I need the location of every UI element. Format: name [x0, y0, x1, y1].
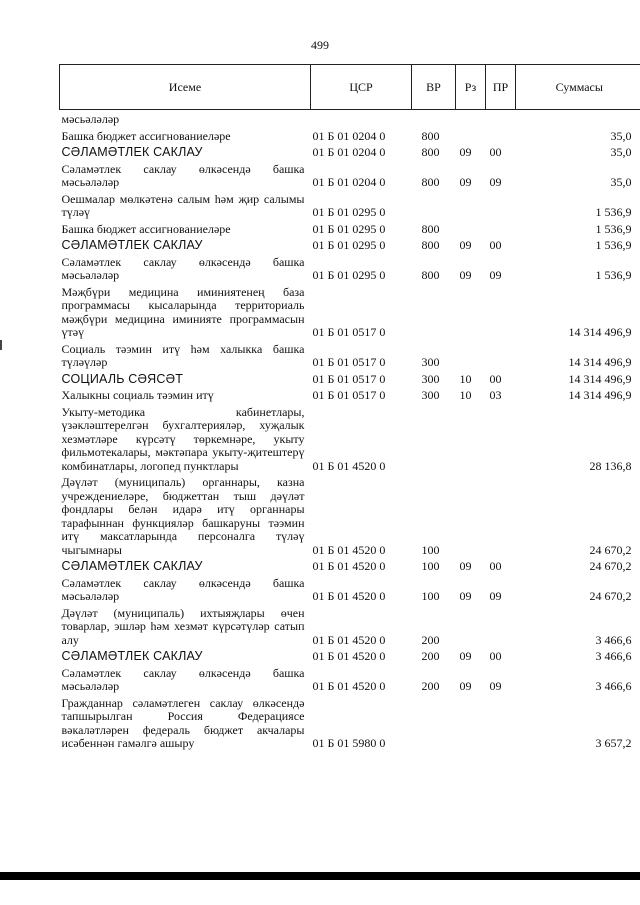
row-vr-cell: 800: [421, 268, 440, 282]
column-header-vr: ВР: [412, 65, 456, 110]
row-csr-cell: 01 Б 01 0517 0: [312, 371, 386, 386]
row-sum-cell: [516, 110, 640, 127]
row-name-cell: Мәҗбүри медицина иминиятенең база программасы кысаларында территориаль мәҗбүри медицина иминияте программасын үтәү: [61, 284, 305, 339]
scan-edge-mark: [0, 340, 2, 350]
column-header-rz: Рз: [456, 65, 486, 110]
table-row: [60, 557, 640, 574]
row-rz-cell: [456, 604, 486, 648]
row-sum-cell: 3 466,6: [595, 679, 632, 693]
row-pr-cell: [486, 340, 516, 370]
row-vr-cell: 200: [421, 632, 440, 647]
row-vr-cell: 800: [421, 145, 440, 159]
row-name-cell: мәсьәләләр: [61, 112, 120, 126]
row-name-cell: Сәламәтлек саклау өлкәсендә башка мәсьәләләр: [61, 161, 305, 189]
row-sum-cell: 1 536,9: [595, 221, 632, 236]
row-vr-cell: [412, 403, 456, 474]
row-name-cell: СӘЛАМӘТЛЕК САКЛАУ: [61, 559, 203, 573]
row-sum-cell: 35,0: [610, 175, 632, 189]
row-rz-cell: [456, 340, 486, 370]
table-row: [60, 386, 640, 403]
row-pr-cell: 09: [489, 589, 502, 603]
row-vr-cell: 800: [421, 238, 440, 252]
row-pr-cell: [486, 220, 516, 237]
row-rz-cell: [456, 283, 486, 340]
row-pr-cell: 00: [489, 145, 502, 159]
row-sum-cell: 14 314 496,9: [568, 388, 632, 402]
row-vr-cell: 800: [421, 128, 440, 143]
table-header-row: [60, 65, 640, 110]
table-row: [60, 370, 640, 387]
row-rz-cell: [456, 473, 486, 557]
row-csr-cell: 01 Б 01 4520 0: [312, 679, 386, 693]
page-number: 499: [311, 38, 329, 52]
row-rz-cell: [456, 127, 486, 144]
column-header-csr: ЦСР: [311, 65, 412, 110]
row-rz-cell: 09: [459, 268, 472, 282]
row-sum-cell: 14 314 496,9: [568, 325, 632, 339]
row-vr-cell: 800: [421, 221, 440, 236]
row-csr-cell: 01 Б 01 4520 0: [312, 458, 386, 473]
row-name-cell: Оешмалар мөлкәтенә салым һәм җир салымы түләү: [61, 191, 305, 219]
row-csr-cell: 01 Б 01 4520 0: [312, 542, 386, 557]
table-row: [60, 694, 640, 751]
row-sum-cell: 1 536,9: [595, 238, 632, 252]
table-row: [60, 143, 640, 160]
row-pr-cell: [486, 110, 516, 127]
row-vr-cell: 300: [421, 371, 440, 386]
row-csr-cell: [311, 110, 412, 127]
column-header-pr: ПР: [486, 65, 516, 110]
row-rz-cell: [456, 110, 486, 127]
row-pr-cell: 09: [489, 268, 502, 282]
row-vr-cell: 300: [421, 388, 440, 402]
row-csr-cell: 01 Б 01 0204 0: [312, 145, 386, 159]
row-rz-cell: 09: [459, 559, 472, 573]
row-rz-cell: 09: [459, 589, 472, 603]
row-name-cell: СОЦИАЛЬ СӘЯСӘТ: [61, 371, 184, 386]
row-sum-cell: 35,0: [610, 145, 632, 159]
row-pr-cell: 00: [489, 238, 502, 252]
row-name-cell: Гражданнар сәламәтлеген саклау өлкәсендә тапшырылган Россия Федерациясе вәкаләтләрен федераль бюджет акчалары исәбеннән гамәлгә ашыру: [61, 695, 305, 750]
scan-bottom-bar: [0, 872, 640, 880]
row-csr-cell: 01 Б 01 0517 0: [312, 325, 386, 339]
budget-table: [59, 64, 640, 751]
row-rz-cell: [456, 694, 486, 751]
row-csr-cell: 01 Б 01 0204 0: [312, 128, 386, 143]
row-sum-cell: 3 466,6: [595, 632, 632, 647]
row-rz-cell: [456, 403, 486, 474]
table-row: [60, 604, 640, 648]
row-csr-cell: 01 Б 01 4520 0: [312, 559, 386, 573]
row-csr-cell: 01 Б 01 4520 0: [312, 589, 386, 603]
row-pr-cell: [486, 190, 516, 220]
table-row: [60, 283, 640, 340]
row-pr-cell: [486, 283, 516, 340]
row-name-cell: Дәүләт (муниципаль) ихтыяҗлары өчен товарлар, эшләр һәм хезмәт күрсәтүләр сатып алу: [61, 605, 305, 647]
row-rz-cell: 09: [459, 238, 472, 252]
row-vr-cell: [412, 110, 456, 127]
row-sum-cell: 14 314 496,9: [568, 355, 632, 369]
row-name-cell: Укыту-методика кабинетлары, үзәкләштерелгән бухгалтерияләр, хуҗалык хезмәтләре күрсәтү төркемнәре, укыту фильмотекалары, мәктәпара укыту-җитештерү комбинатлары, логопед пунктлары: [61, 404, 305, 473]
row-vr-cell: 100: [421, 559, 440, 573]
row-name-cell: Халыкны социаль тәэмин итү: [61, 388, 214, 402]
row-rz-cell: 09: [459, 175, 472, 189]
row-csr-cell: 01 Б 01 4520 0: [312, 649, 386, 663]
table-row: [60, 253, 640, 283]
table-row: [60, 664, 640, 694]
row-vr-cell: 100: [421, 542, 440, 557]
row-name-cell: Дәүләт (муниципаль) органнары, казна учреждениеләре, бюджеттан тыш дәүләт фондлары белән идарә итү органнары тарафыннан функцияләр башкаруны тәэмин итү максатларында персоналга түләү чыгымнары: [61, 475, 305, 557]
row-vr-cell: [412, 694, 456, 751]
row-pr-cell: [486, 694, 516, 751]
row-vr-cell: [412, 190, 456, 220]
table-row: [60, 110, 640, 127]
row-sum-cell: 14 314 496,9: [568, 371, 632, 386]
budget-table-container: [59, 64, 640, 751]
table-row: [60, 220, 640, 237]
row-csr-cell: 01 Б 01 0295 0: [312, 205, 386, 219]
row-sum-cell: 3 466,6: [595, 649, 632, 663]
row-name-cell: СӘЛАМӘТЛЕК САКЛАУ: [61, 238, 203, 252]
row-csr-cell: 01 Б 01 0204 0: [312, 175, 386, 189]
row-vr-cell: 200: [421, 649, 440, 663]
row-name-cell: Башка бюджет ассигнованиеләре: [61, 221, 231, 236]
row-pr-cell: [486, 403, 516, 474]
row-name-cell: СӘЛАМӘТЛЕК САКЛАУ: [61, 145, 203, 159]
table-row: [60, 160, 640, 190]
row-rz-cell: 09: [459, 649, 472, 663]
row-csr-cell: 01 Б 01 0295 0: [312, 221, 386, 236]
row-name-cell: Башка бюджет ассигнованиеләре: [61, 128, 231, 143]
row-vr-cell: 100: [421, 589, 440, 603]
row-sum-cell: 24 670,2: [589, 559, 632, 573]
row-csr-cell: 01 Б 01 0295 0: [312, 268, 386, 282]
row-pr-cell: [486, 604, 516, 648]
row-pr-cell: [486, 127, 516, 144]
table-row: [60, 647, 640, 664]
row-rz-cell: 10: [459, 371, 472, 386]
row-pr-cell: 00: [489, 371, 502, 386]
row-pr-cell: 09: [489, 175, 502, 189]
row-rz-cell: 09: [459, 145, 472, 159]
row-rz-cell: [456, 190, 486, 220]
row-sum-cell: 28 136,8: [589, 458, 632, 473]
row-vr-cell: [412, 283, 456, 340]
table-row: [60, 473, 640, 557]
row-pr-cell: 09: [489, 679, 502, 693]
row-sum-cell: 1 536,9: [595, 205, 632, 219]
row-name-cell: Сәламәтлек саклау өлкәсендә башка мәсьәләләр: [61, 254, 305, 282]
row-vr-cell: 300: [421, 355, 440, 369]
row-sum-cell: 24 670,2: [589, 589, 632, 603]
row-sum-cell: 1 536,9: [595, 268, 632, 282]
row-csr-cell: 01 Б 01 0517 0: [312, 388, 386, 402]
row-vr-cell: 800: [421, 175, 440, 189]
row-rz-cell: 10: [459, 388, 472, 402]
row-pr-cell: [486, 473, 516, 557]
table-row: [60, 574, 640, 604]
row-sum-cell: 35,0: [610, 128, 632, 143]
column-header-sum: Суммасы: [516, 65, 640, 110]
table-row: [60, 403, 640, 474]
row-name-cell: Социаль тәэмин итү һәм халыкка башка түләүләр: [61, 341, 305, 369]
row-name-cell: СӘЛАМӘТЛЕК САКЛАУ: [61, 649, 203, 663]
row-sum-cell: 24 670,2: [589, 542, 632, 557]
row-pr-cell: 03: [489, 388, 502, 402]
row-rz-cell: 09: [459, 679, 472, 693]
table-body: [60, 110, 640, 751]
row-csr-cell: 01 Б 01 0517 0: [312, 355, 386, 369]
table-row: [60, 236, 640, 253]
row-pr-cell: 00: [489, 649, 502, 663]
row-rz-cell: [456, 220, 486, 237]
table-row: [60, 190, 640, 220]
table-row: [60, 340, 640, 370]
row-name-cell: Сәламәтлек саклау өлкәсендә башка мәсьәләләр: [61, 575, 305, 603]
row-name-cell: Сәламәтлек саклау өлкәсендә башка мәсьәләләр: [61, 665, 305, 693]
table-row: [60, 127, 640, 144]
row-vr-cell: 200: [421, 679, 440, 693]
row-pr-cell: 00: [489, 559, 502, 573]
row-csr-cell: 01 Б 01 4520 0: [312, 632, 386, 647]
column-header-name: Исеме: [60, 65, 311, 110]
row-sum-cell: 3 657,2: [595, 736, 632, 750]
row-csr-cell: 01 Б 01 0295 0: [312, 238, 386, 252]
row-csr-cell: 01 Б 01 5980 0: [312, 736, 386, 750]
